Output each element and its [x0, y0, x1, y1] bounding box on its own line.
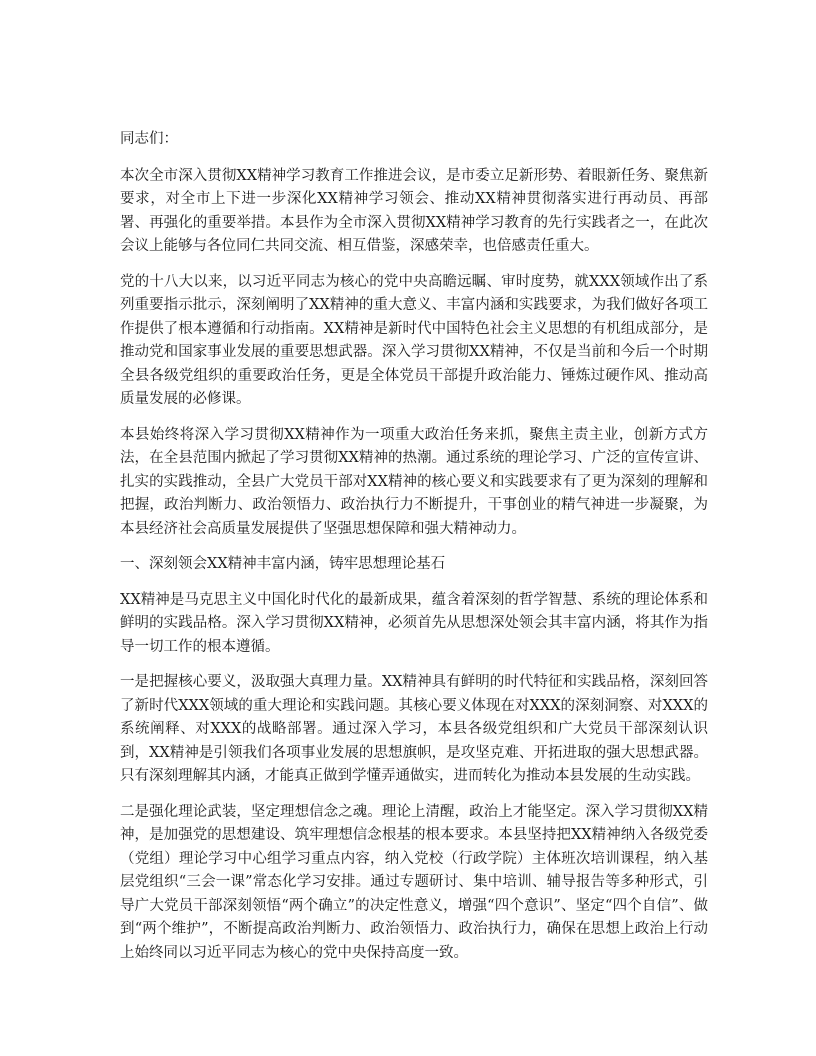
paragraph-point-one: 一是把握核心要义，汲取强大真理力量。XX精神具有鲜明的时代特征和实践品格，深刻回答了新时代XXX领域的重大理论和实践问题。其核心要义体现在对XXX的深刻洞察、对XXX的系统阐释、对XXX的战略部署。通过深入学习，本县各级党组织和广大党员干部深刻认识到，XX精神是引领我们各项事业发展的思想旗帜，是攻坚克难、开拓进取的强大思想武器。只有深刻理解其内涵，才能真正做到学懂弄通做实，进而转化为推动本县发展的生动实践。 [120, 674, 708, 784]
paragraph-section-one-intro: XX精神是马克思主义中国化时代化的最新成果，蕴含着深刻的哲学智慧、系统的理论体系和鲜明的实践品格。深入学习贯彻XX精神，必须首先从思想深处领会其丰富内涵，将其作为指导一切工作的根本遵循。 [120, 591, 708, 655]
paragraph-intro: 本次全市深入贯彻XX精神学习教育工作推进会议，是市委立足新形势、着眼新任务、聚焦新要求，对全市上下进一步深化XX精神学习领会、推动XX精神贯彻落实进行再动员、再部署、再强化的重要举措。本县作为全市深入贯彻XX精神学习教育的先行实践者之一，在此次会议上能够与各位同仁共同交流、相互借鉴，深感荣幸，也倍感责任重大。 [120, 167, 708, 254]
paragraph-county-practice: 本县始终将深入学习贯彻XX精神作为一项重大政治任务来抓，聚焦主责主业，创新方式方法，在全县范围内掀起了学习贯彻XX精神的热潮。通过系统的理论学习、广泛的宣传宣讲、扎实的实践推动，全县广大党员干部对XX精神的核心要义和实践要求有了更为深刻的理解和把握，政治判断力、政治领悟力、政治执行力不断提升，干事创业的精气神进一步凝聚，为本县经济社会高质量发展提供了坚强思想保障和强大精神动力。 [120, 426, 708, 537]
salutation: 同志们： [120, 131, 178, 147]
paragraph-point-two: 二是强化理论武装，坚定理想信念之魂。理论上清醒，政治上才能坚定。深入学习贯彻XX精神，是加强党的思想建设、筑牢理想信念根基的根本要求。本县坚持把XX精神纳入各级党委（党组）理论学习中心组学习重点内容，纳入党校（行政学院）主体班次培训课程，纳入基层党组织“三会一课”常态化学习安排。通过专题研讨、集中培训、辅导报告等多种形式，引导广大党员干部深刻领悟“两个确立”的决定性意义，增强“四个意识”、坚定“四个自信”、做到“两个维护”，不断提高政治判断力、政治领悟力、政治执行力，确保在思想上政治上行动上始终同以习近平同志为核心的党中央保持高度一致。 [120, 803, 708, 961]
section-heading-one: 一、深刻领会XX精神丰富内涵，铸牢思想理论基石 [120, 556, 446, 572]
document-body [120, 128, 708, 977]
paragraph-background: 党的十八大以来，以习近平同志为核心的党中央高瞻远瞩、审时度势，就XXX领域作出了系列重要指示批示，深刻阐明了XX精神的重大意义、丰富内涵和实践要求，为我们做好各项工作提供了根本遵循和行动指南。XX精神是新时代中国特色社会主义思想的有机组成部分，是推动党和国家事业发展的重要思想武器。深入学习贯彻XX精神，不仅是当前和今后一个时期全县各级党组织的重要政治任务，更是全体党员干部提升政治能力、锤炼过硬作风、推动高质量发展的必修课。 [120, 273, 708, 407]
